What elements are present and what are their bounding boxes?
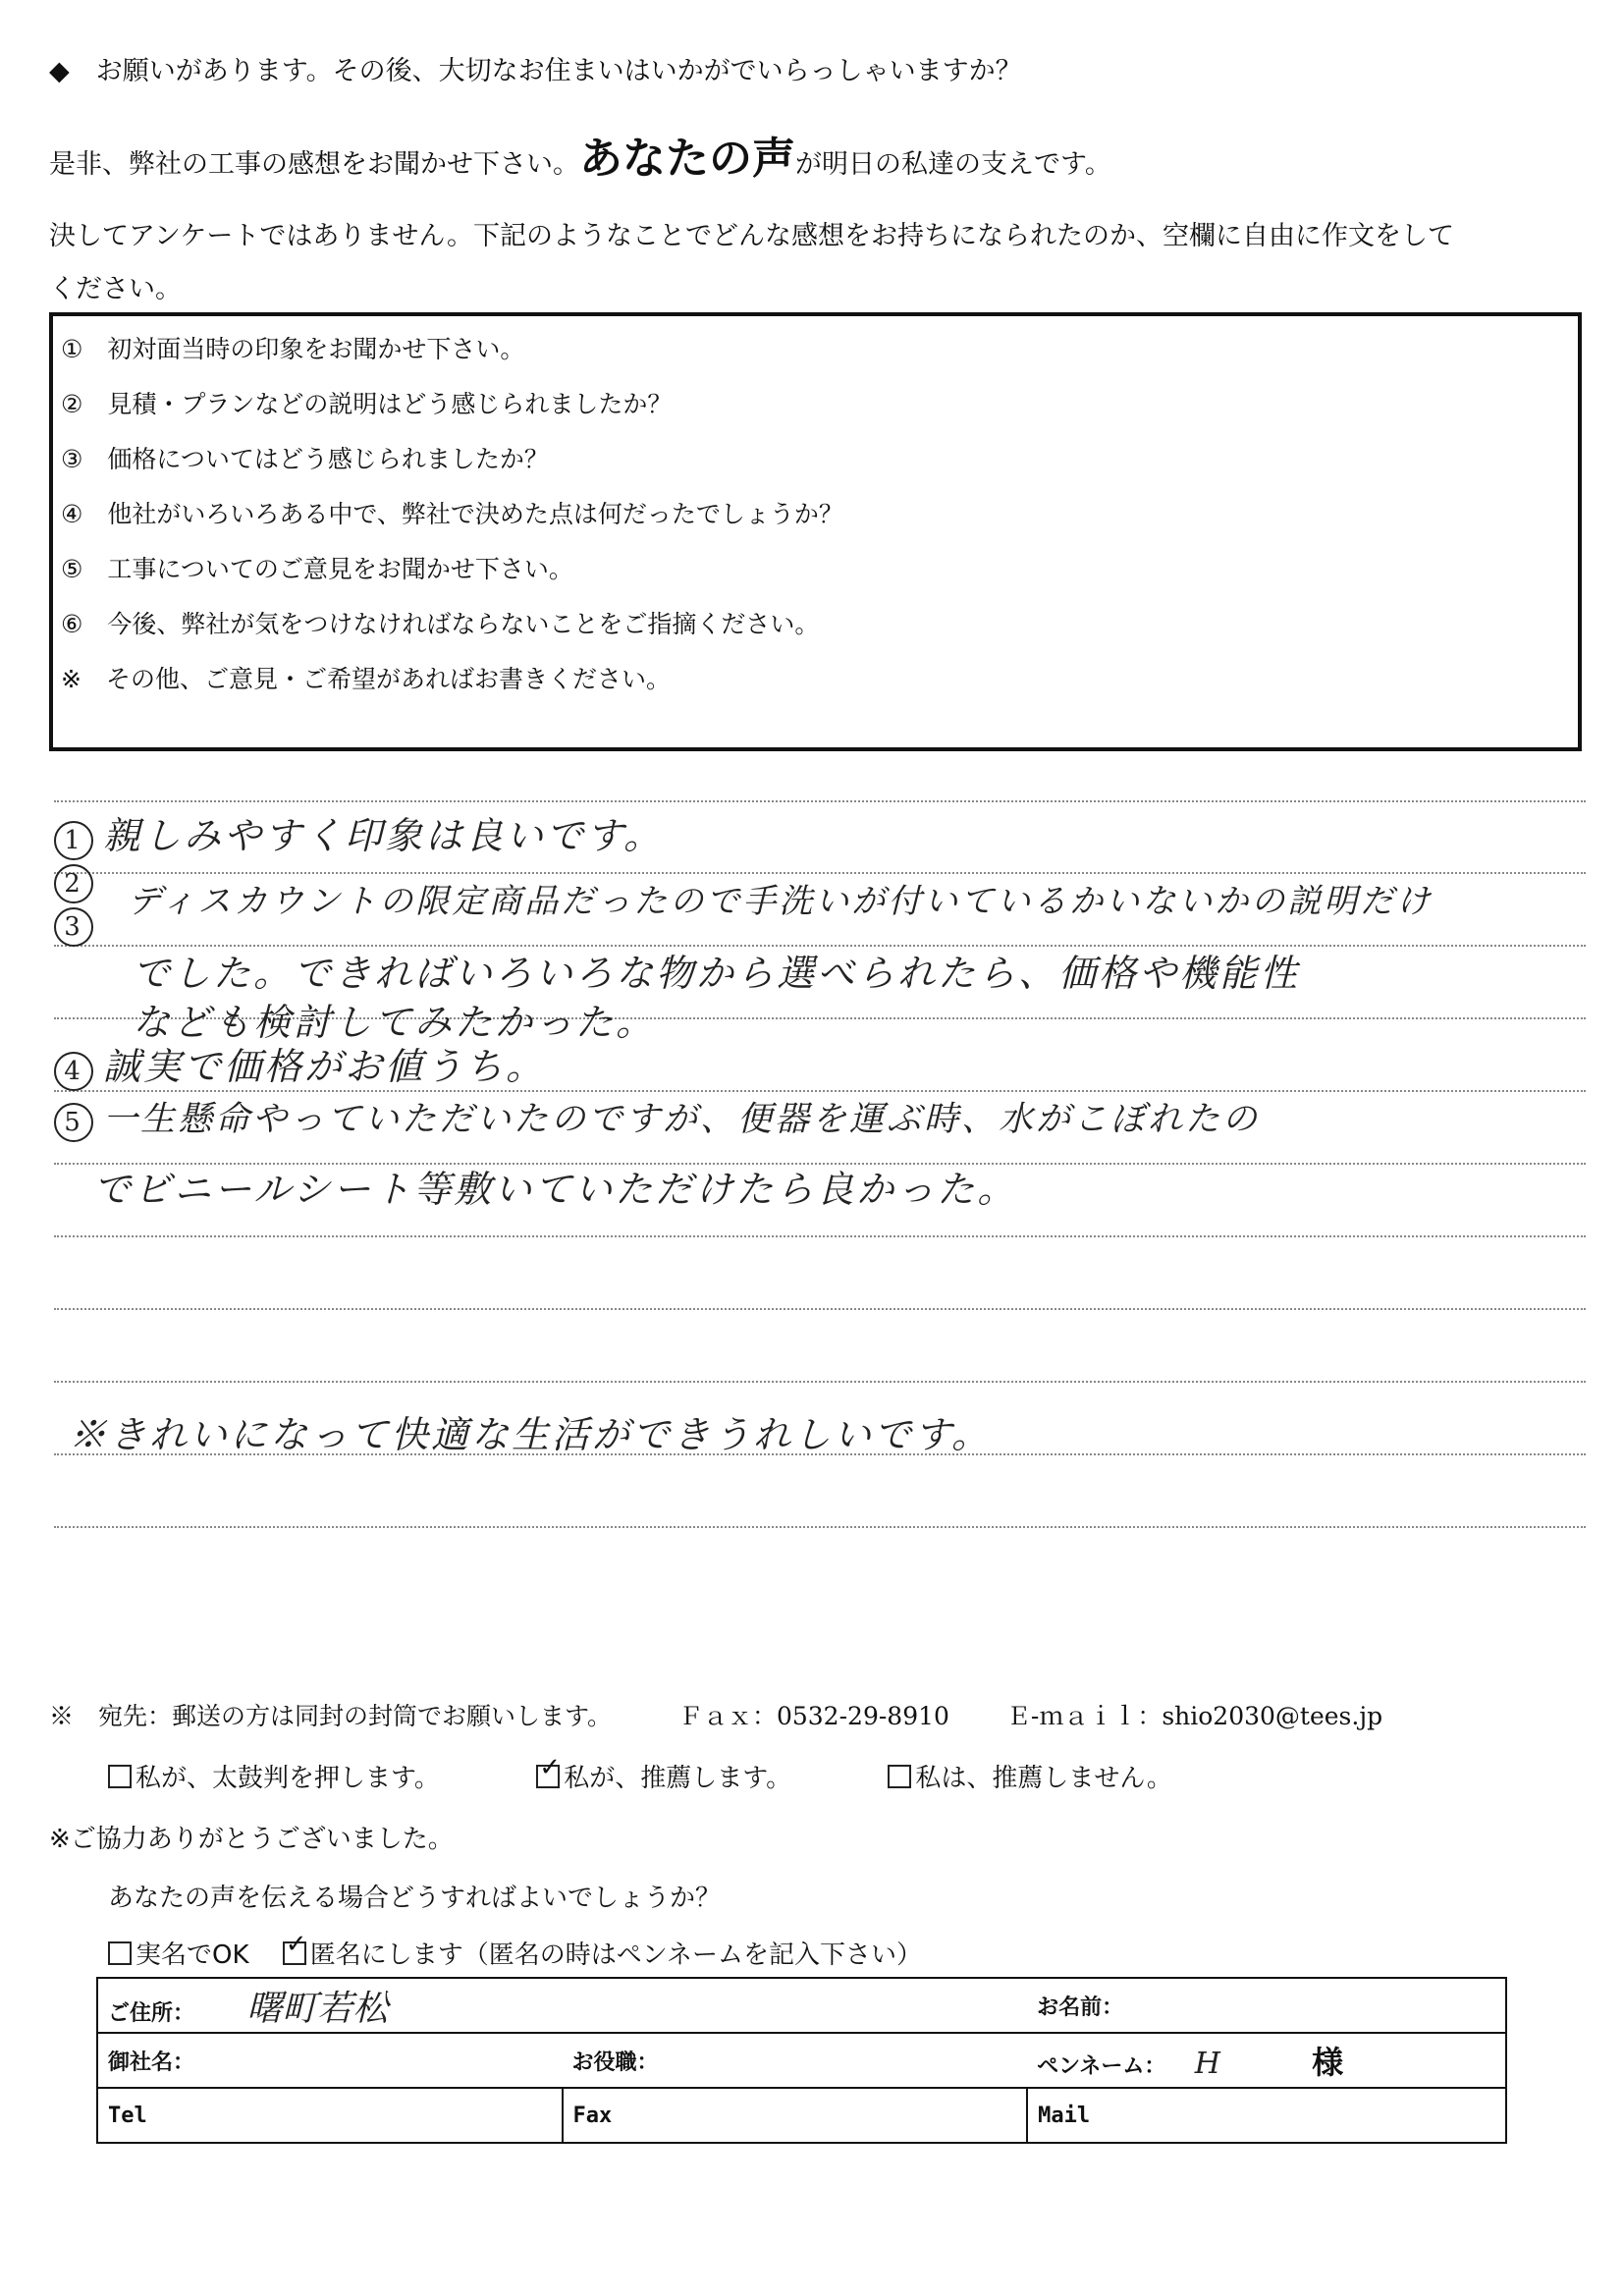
- name-cell[interactable]: [1027, 1978, 1506, 2033]
- answer-4-text: 誠実で価格がお値うち。: [103, 1045, 547, 1088]
- question-other: ※ その他、ご意見・ご希望があればお書きください。: [61, 665, 671, 693]
- answer-2-3-line-3: なども検討してみたかった。: [133, 1001, 657, 1044]
- answer-1-mark: 1: [54, 821, 93, 860]
- company-label: 御社名：: [108, 2050, 195, 2075]
- send-label: ※ 宛先：郵送の方は同封の封筒でお願いします。: [49, 1702, 613, 1730]
- checkbox-recommend-1[interactable]: [108, 1765, 132, 1788]
- answer-2-mark: 2: [54, 864, 93, 903]
- question-3: ③ 価格についてはどう感じられましたか？: [61, 445, 549, 473]
- penname-label: ペンネーム：: [1037, 2054, 1166, 2079]
- name-option-anonymous-label: 匿名にします（匿名の時はペンネームを記入下さい）: [309, 1941, 923, 1970]
- answer-5-line-2: でビニールシート等敷いていただけたら良かった。: [93, 1168, 1018, 1211]
- intro-line-4: ください。: [49, 274, 182, 304]
- intro-line-2: [49, 123, 1111, 186]
- checkbox-recommend-3[interactable]: [888, 1765, 911, 1788]
- send-to-line: [49, 1697, 1382, 1732]
- answer-2-3-marks: [54, 864, 103, 947]
- question-1: ① 初対面当時の印象をお聞かせ下さい。: [61, 335, 525, 363]
- answer-5: [54, 1092, 1260, 1142]
- contact-form-table: [96, 1977, 1507, 2144]
- intro-line-1: ◆ お願いがあります。その後、大切なお住まいはいかがでいらっしゃいますか？: [49, 56, 1022, 86]
- answer-note-text: きれいになって快適な生活ができうれしいです。: [109, 1413, 992, 1456]
- fax-number: Ｆａｘ：0532-29-8910: [677, 1702, 949, 1730]
- company-cell[interactable]: [97, 2033, 563, 2088]
- answer-2-3-line-2: でした。できればいろいろな物から選べられたら、価格や機能性: [133, 952, 1301, 995]
- honorific-sama: 様: [1312, 2044, 1344, 2081]
- form-row-contact: [97, 2088, 1506, 2143]
- answer-5-line-1: 一生懸命やっていただいたのですが、便器を運ぶ時、水がこぼれたの: [103, 1100, 1261, 1139]
- name-label: お名前：: [1037, 1995, 1124, 2020]
- mail-label: Mail: [1038, 2103, 1091, 2128]
- tel-label: Tel: [108, 2103, 147, 2128]
- intro-line-2-before: 是非、弊社の工事の感想をお聞かせ下さい。: [49, 149, 579, 180]
- address-label: ご住所：: [108, 2000, 195, 2026]
- title-cell[interactable]: [563, 2033, 1028, 2088]
- your-voice-emphasis: あなたの声: [579, 134, 795, 184]
- writing-line: [54, 1381, 1586, 1383]
- intro-line-3: 決してアンケートではありません。下記のようなことでどんな感想をお持ちになられたのか、空欄に自由に作文をして: [49, 221, 1454, 251]
- disclosure-question: あなたの声を伝える場合どうすればよいでしょうか？: [108, 1884, 722, 1913]
- name-option-real[interactable]: [108, 1941, 249, 1970]
- answer-4-mark: 4: [54, 1052, 93, 1091]
- question-2: ② 見積・プランなどの説明はどう感じられましたか？: [61, 390, 673, 418]
- question-box: [49, 312, 1582, 751]
- recommend-option-2[interactable]: [536, 1764, 791, 1793]
- recommend-option-3-label: 私は、推薦しません。: [915, 1764, 1172, 1793]
- address-cell[interactable]: [97, 1978, 1027, 2033]
- recommend-option-1-label: 私が、太鼓判を押します。: [135, 1764, 440, 1793]
- name-options: [108, 1935, 922, 1971]
- title-label: お役職：: [571, 2050, 659, 2075]
- thanks-text: ※ご協力ありがとうございました。: [49, 1825, 454, 1854]
- writing-line: [54, 1526, 1586, 1528]
- writing-line: [54, 800, 1586, 802]
- recommend-option-2-label: 私が、推薦します。: [564, 1764, 792, 1793]
- checkbox-recommend-2[interactable]: [536, 1765, 560, 1788]
- answer-3-mark: 3: [54, 907, 93, 947]
- checkbox-anonymous[interactable]: [283, 1941, 306, 1965]
- recommend-option-1[interactable]: [108, 1764, 440, 1793]
- address-value: 曙町若松: [246, 1988, 389, 2029]
- email-address: Ｅ-ｍａｉｌ：shio2030@tees.jp: [1005, 1702, 1383, 1730]
- question-6: ⑥ 今後、弊社が気をつけなければならないことをご指摘ください。: [61, 610, 820, 638]
- intro-line-2-after: が明日の私達の支えです。: [795, 149, 1111, 180]
- answer-1-text: 親しみやすく印象は良いです。: [103, 814, 664, 857]
- writing-line: [54, 1235, 1586, 1237]
- penname-cell[interactable]: [1027, 2033, 1506, 2088]
- tel-cell[interactable]: [97, 2088, 563, 2143]
- fax-cell[interactable]: [563, 2088, 1028, 2143]
- answer-4: [54, 1036, 546, 1091]
- name-option-anonymous[interactable]: [283, 1941, 922, 1970]
- recommend-option-3[interactable]: [888, 1764, 1172, 1793]
- answer-5-mark: 5: [54, 1103, 93, 1142]
- answer-note-mark: ※: [69, 1413, 110, 1456]
- name-option-real-label: 実名でOK: [135, 1941, 249, 1970]
- penname-value: H: [1194, 2047, 1220, 2081]
- recommend-options: [108, 1758, 1172, 1794]
- checkbox-real-name[interactable]: [108, 1941, 132, 1965]
- answer-1: [54, 805, 664, 860]
- writing-line: [54, 1308, 1586, 1310]
- form-row-address: [97, 1978, 1506, 2033]
- answer-note: [69, 1404, 992, 1458]
- answer-2-3-line-1: ディスカウントの限定商品だったので手洗いが付いているかいないかの説明だけ: [128, 882, 1434, 921]
- question-5: ⑤ 工事についてのご意見をお聞かせ下さい。: [61, 555, 573, 583]
- mail-cell[interactable]: [1027, 2088, 1506, 2143]
- form-row-company: [97, 2033, 1506, 2088]
- fax-label: Fax: [572, 2103, 613, 2128]
- question-4: ④ 他社がいろいろある中で、弊社で決めた点は何だったでしょうか？: [61, 500, 843, 528]
